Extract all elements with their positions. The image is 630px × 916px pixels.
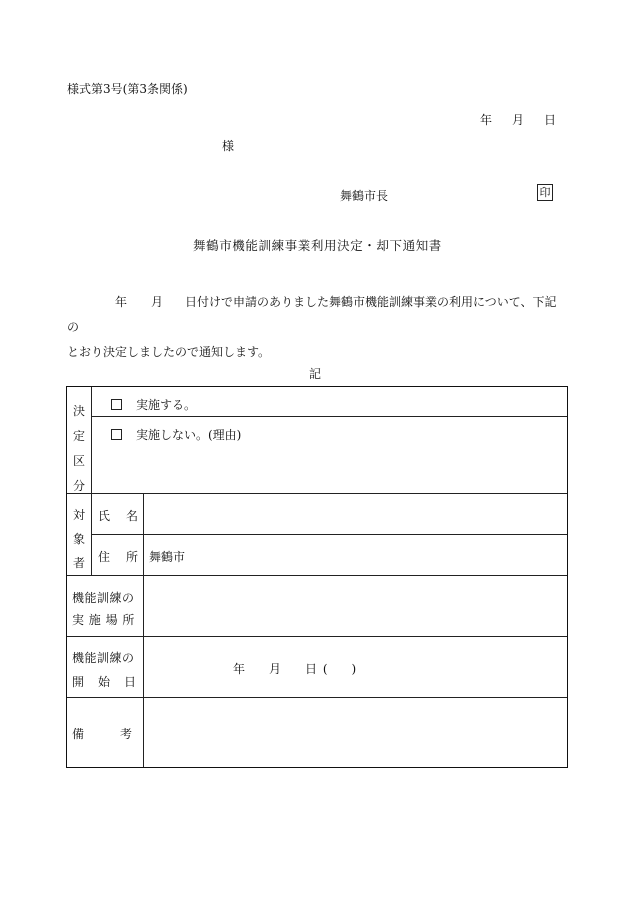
address-value[interactable]: 舞鶴市: [149, 550, 186, 564]
option-not-implement[interactable]: [111, 426, 241, 443]
subject-label: 対 象 者: [72, 508, 85, 570]
date-day-label: 日: [544, 113, 557, 127]
row-divider: [67, 493, 567, 494]
row-divider: [91, 534, 567, 535]
location-label-line2: 実施場所: [72, 613, 140, 627]
name-label: 氏 名: [98, 509, 141, 523]
form-number: 様式第3号(第3条関係): [67, 82, 188, 96]
body-text-line2: とおり決定しましたので通知します。: [67, 345, 271, 359]
issue-date: [480, 111, 556, 128]
remarks-label: 備 考: [72, 727, 133, 741]
body-text-line1: 日付けで申請のありました舞鶴市機能訓練事業の利用について、下記の: [67, 295, 557, 334]
address-label: 住 所: [98, 550, 141, 564]
implement-checkbox[interactable]: [111, 399, 122, 410]
ki-heading: 記: [309, 367, 322, 381]
location-label-line1: 機能訓練の: [72, 591, 135, 605]
decision-form-table: [66, 386, 568, 768]
decision-label: 決 定 区 分: [72, 404, 85, 493]
row-divider: [67, 636, 567, 637]
option-not-implement-label: 実施しない。(理由): [136, 428, 242, 442]
start-date-label-line2: 開始日: [72, 675, 151, 689]
issuer-name: 舞鶴市長: [340, 189, 389, 203]
not-implement-checkbox[interactable]: [111, 429, 122, 440]
body-month-label: 月: [151, 295, 164, 309]
body-year-label: 年: [115, 295, 128, 309]
date-year-label: 年: [480, 113, 493, 127]
row-divider: [67, 575, 567, 576]
body-paragraph: [67, 290, 567, 365]
row-divider: [91, 416, 567, 417]
column-divider: [91, 387, 92, 575]
start-date-label-line1: 機能訓練の: [72, 651, 135, 665]
addressee-suffix: 様: [222, 139, 235, 153]
option-implement[interactable]: [111, 396, 196, 413]
column-divider: [143, 493, 144, 767]
option-implement-label: 実施する。: [136, 398, 197, 412]
seal-mark: 印: [537, 184, 553, 201]
row-divider: [67, 697, 567, 698]
document-title: 舞鶴市機能訓練事業利用決定・却下通知書: [193, 238, 442, 253]
date-month-label: 月: [512, 113, 525, 127]
start-date-value[interactable]: 年 月 日 ( ): [233, 662, 357, 676]
